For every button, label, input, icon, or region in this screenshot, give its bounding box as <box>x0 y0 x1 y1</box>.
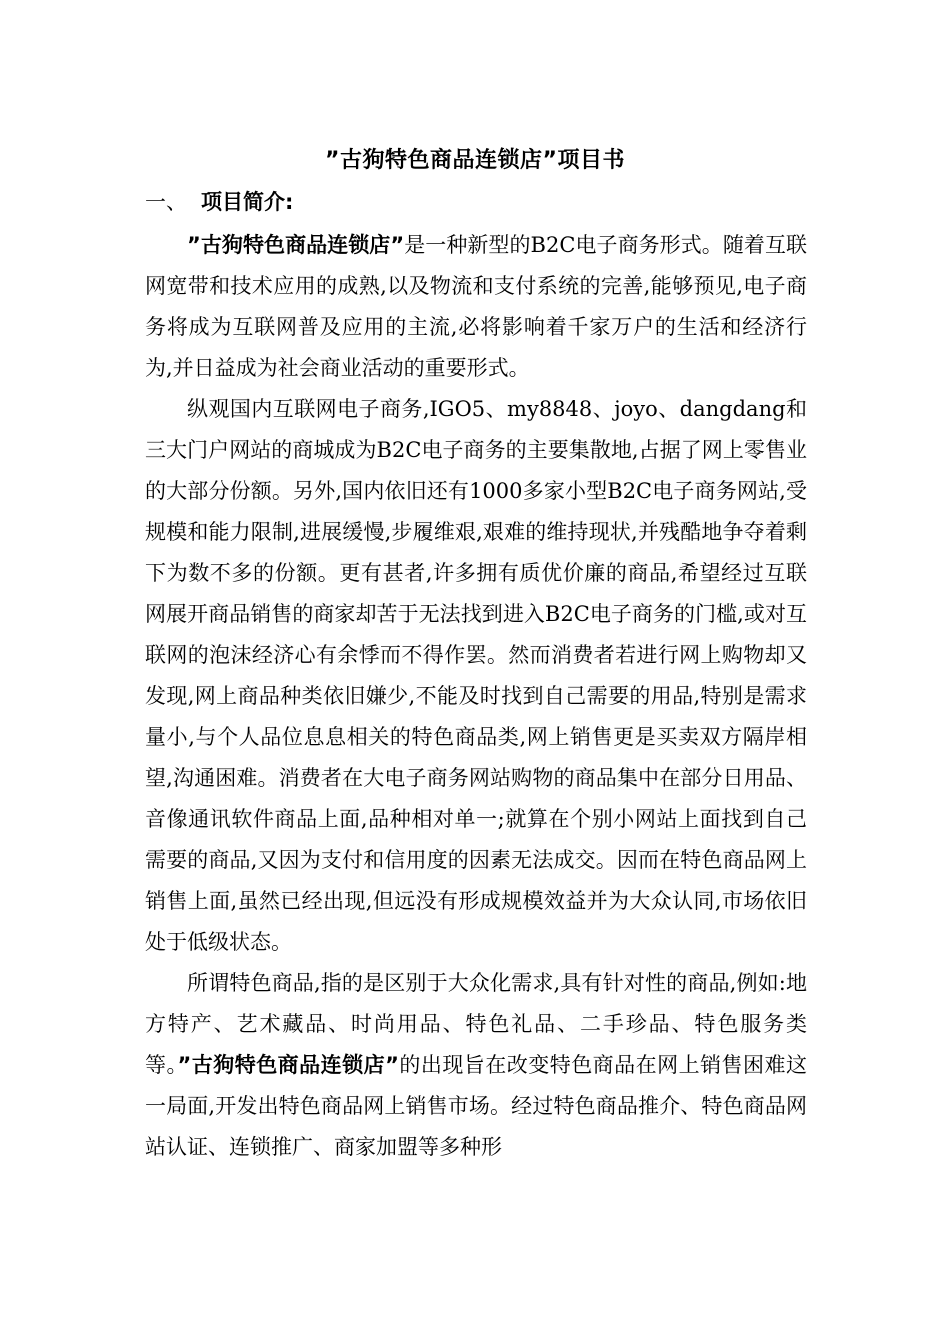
paragraph-2 <box>145 389 807 963</box>
document-body <box>145 225 807 1168</box>
paragraph-3-bold-mid: ”古狗特色商品连锁店” <box>177 1053 399 1077</box>
paragraph-1-text: 是一种新型的B2C电子商务形式。随着互联网宽带和技术应用的成熟,以及物流和支付系统的完善,能够预见,电子商务将成为互联网普及应用的主流,必将影响着千家万户的生活和经济行为,并日益成为社会商业活动的重要形式。 <box>145 233 807 380</box>
paragraph-3-text-before: 所谓特色商品,指的是区别于大众化需求,具有针对性的商品,例如:地方特产、艺术藏品、时尚用品、特色礼品、二手珍品、特色服务类等。 <box>145 971 807 1077</box>
section-heading-text: 项目简介: <box>201 190 294 214</box>
paragraph-1-bold-lead: ”古狗特色商品连锁店” <box>187 233 405 257</box>
section-number: 一、 <box>145 190 187 214</box>
paragraph-1 <box>145 225 807 389</box>
document-title: ”古狗特色商品连锁店”项目书 <box>325 148 625 173</box>
section-heading <box>145 186 293 218</box>
paragraph-2-text: 纵观国内互联网电子商务,IGO5、my8848、joyo、dangdang和三大门户网站的商城成为B2C电子商务的主要集散地,占据了网上零售业的大部分份额。另外,国内依旧还有1000多家小型B2C电子商务网站,受规模和能力限制,进展缓慢,步履维艰,艰难的维持现状,并残酷地争夺着剩下为数不多的份额。更有甚者,许多拥有质优价廉的商品,希望经过互联网展开商品销售的商家却苦于无法找到进入B2C电子商务的门槛,或对互联网的泡沫经济心有余悸而不得作罢。然而消费者若进行网上购物却又发现,网上商品种类依旧嫌少,不能及时找到自己需要的用品,特别是需求量小,与个人品位息息相关的特色商品类,网上销售更是买卖双方隔岸相望,沟通困难。消费者在大电子商务网站购物的商品集中在部分日用品、音像通讯软件商品上面,品种相对单一;就算在个别小网站上面找到自己需要的商品,又因为支付和信用度的因素无法成交。因而在特色商品网上销售上面,虽然已经出现,但远没有形成规模效益并为大众认同,市场依旧处于低级状态。 <box>145 397 807 954</box>
paragraph-3 <box>145 963 807 1168</box>
paragraph-3-text-after: 的出现旨在改变特色商品在网上销售困难这一局面,开发出特色商品网上销售市场。经过特色商品推介、特色商品网站认证、连锁推广、商家加盟等多种形 <box>145 1053 807 1159</box>
